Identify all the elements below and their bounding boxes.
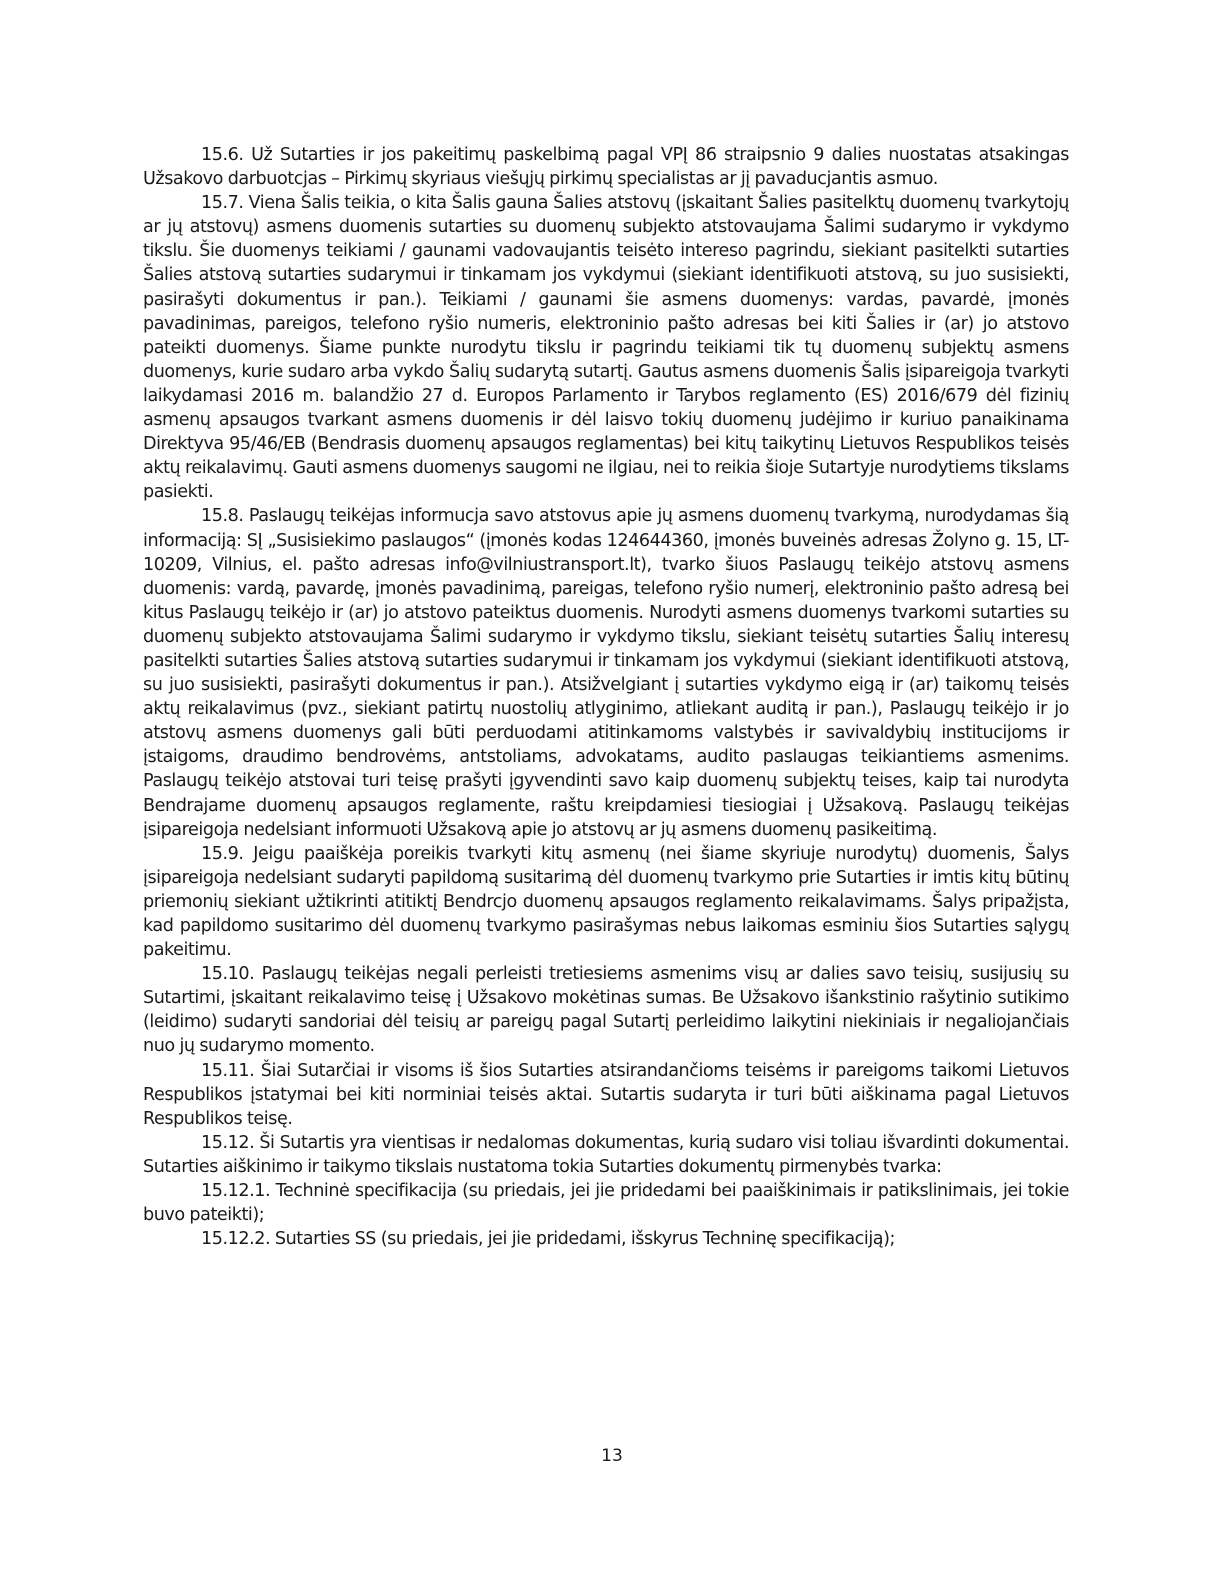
paragraph-15-12-1: 15.12.1. Techninė specifikacija (su priedais, jei jie pridedami bei paaiškinimais ir patikslinimais, jei tokie buvo pateikti); <box>143 1181 1069 1226</box>
paragraph-15-12: 15.12. Ši Sutartis yra vientisas ir nedalomas dokumentas, kurią sudaro visi toliau išvardinti dokumentai. Sutarties aiškinimo ir taikymo tikslais nustatoma tokia Sutarties dokumentų pirmenybės tvarka: <box>143 1132 1069 1177</box>
paragraph-15-12-2: 15.12.2. Sutarties SS (su priedais, jei jie pridedami, išskyrus Techninę specifikaciją); <box>201 1229 896 1250</box>
paragraph-15-9: 15.9. Jeigu paaiškėja poreikis tvarkyti kitų asmenų (nei šiame skyriuje nurodytų) duomenis, Šalys įsipareigoja nedelsiant sudaryti papildomą susitarimą dėl duomenų tvarkymo prie Sutarties ir imtis kitų būtinų priemonių siekiant užtikrinti atitiktį Bendrcjo duomenų apsaugos reglamento reikalavimams. Šalys pripažįsta, kad papildomo susitarimo dėl duomenų tvarkymo pasirašymas nebus laikomas esminiu šios Sutarties sąlygų pakeitimu. <box>143 843 1069 961</box>
paragraph-15-6: 15.6. Už Sutarties ir jos pakeitimų paskelbimą pagal VPĮ 86 straipsnio 9 dalies nuostatas atsakingas Užsakovo darbuotcjas – Pirkimų skyriaus viešųjų pirkimų specialistas ar jį pavaducjantis asmuo. <box>143 145 1069 190</box>
paragraph-15-11: 15.11. Šiai Sutarčiai ir visoms iš šios Sutarties atsirandančioms teisėms ir pareigoms taikomi Lietuvos Respublikos įstatymai bei kiti norminiai teisės aktai. Sutartis sudaryta ir turi būti aiškinama pagal Lietuvos Respublikos teisę. <box>143 1060 1069 1129</box>
document-body <box>143 143 1069 1251</box>
page-number: 13 <box>601 1446 623 1466</box>
paragraph-15-7: 15.7. Viena Šalis teikia, o kita Šalis gauna Šalies atstovų (įskaitant Šalies pasitelktų duomenų tvarkytojų ar jų atstovų) asmens duomenis sutarties su duomenų subjekto atstovaujama Šalimi sudarymo ir vykdymo tikslu. Šie duomenys teikiami / gaunami vadovaujantis teisėto intereso pagrindu, siekiant pasitelkti sutarties Šalies atstovą sutarties sudarymui ir tinkamam jos vykdymui (siekiant identifikuoti atstovą, su juo susisiekti, pasirašyti dokumentus ir pan.). Teikiami / gaunami šie asmens duomenys: vardas, pavardė, įmonės pavadinimas, pareigos, telefono ryšio numeris, elektroninio pašto adresas bei kiti Šalies ir (ar) jo atstovo pateikti duomenys. Šiame punkte nurodytu tikslu ir pagrindu teikiami tik tų duomenų subjektų asmens duomenys, kurie sudaro arba vykdo Šalių sudarytą sutartį. Gautus asmens duomenis Šalis įsipareigoja tvarkyti laikydamasi 2016 m. balandžio 27 d. Europos Parlamento ir Tarybos reglamento (ES) 2016/679 dėl fizinių asmenų apsaugos tvarkant asmens duomenis ir dėl laisvo tokių duomenų judėjimo ir kuriuo panaikinama Direktyva 95/46/EB (Bendrasis duomenų apsaugos reglamentas) bei kitų taikytinų Lietuvos Respublikos teisės aktų reikalavimų. Gauti asmens duomenys saugomi ne ilgiau, nei to reikia šioje Sutartyje nurodytiems tikslams pasiekti. <box>143 193 1069 503</box>
paragraph-15-10: 15.10. Paslaugų teikėjas negali perleisti tretiesiems asmenims visų ar dalies savo teisių, susijusių su Sutartimi, įskaitant reikalavimo teisę į Užsakovo mokėtinas sumas. Be Užsakovo išankstinio rašytinio sutikimo (leidimo) sudaryti sandoriai dėl teisių ar pareigų pagal Sutartį perleidimo laikytini niekiniais ir negaliojančiais nuo jų sudarymo momento. <box>143 964 1069 1057</box>
paragraph-15-8: 15.8. Paslaugų teikėjas informucja savo atstovus apie jų asmens duomenų tvarkymą, nurodydamas šią informaciją: SĮ „Susisiekimo paslaugos“ (įmonės kodas 124644360, įmonės buveinės adresas Žolyno g. 15, LT-10209, Vilnius, el. pašto adresas info@vilniustransport.lt), tvarko šiuos Paslaugų teikėjo atstovų asmens duomenis: vardą, pavardę, įmonės pavadinimą, pareigas, telefono ryšio numerį, elektroninio pašto adresą bei kitus Paslaugų teikėjo ir (ar) jo atstovo pateiktus duomenis. Nurodyti asmens duomenys tvarkomi sutarties su duomenų subjekto atstovaujama Šalimi sudarymo ir vykdymo tikslu, siekiant teisėtų sutarties Šalių interesų pasitelkti sutarties Šalies atstovą sutarties sudarymui ir tinkamam jos vykdymui (siekiant identifikuoti atstovą, su juo susisiekti, pasirašyti dokumentus ir pan.). Atsižvelgiant į sutarties vykdymo eigą ir (ar) taikomų teisės aktų reikalavimus (pvz., siekiant patirtų nuostolių atlyginimo, atliekant auditą ir pan.), Paslaugų teikėjo ir jo atstovų asmens duomenys gali būti perduodami atitinkamoms valstybės ir savivaldybių institucijoms ir įstaigoms, draudimo bendrovėms, antstoliams, advokatams, audito paslaugas teikiantiems asmenims. Paslaugų teikėjo atstovai turi teisę prašyti įgyvendinti savo kaip duomenų subjektų teises, kaip tai nurodyta Bendrajame duomenų apsaugos reglamente, raštu kreipdamiesi tiesiogiai į Užsakovą. Paslaugų teikėjas įsipareigoja nedelsiant informuoti Užsakovą apie jo atstovų ar jų asmens duomenų pasikeitimą. <box>143 506 1069 840</box>
